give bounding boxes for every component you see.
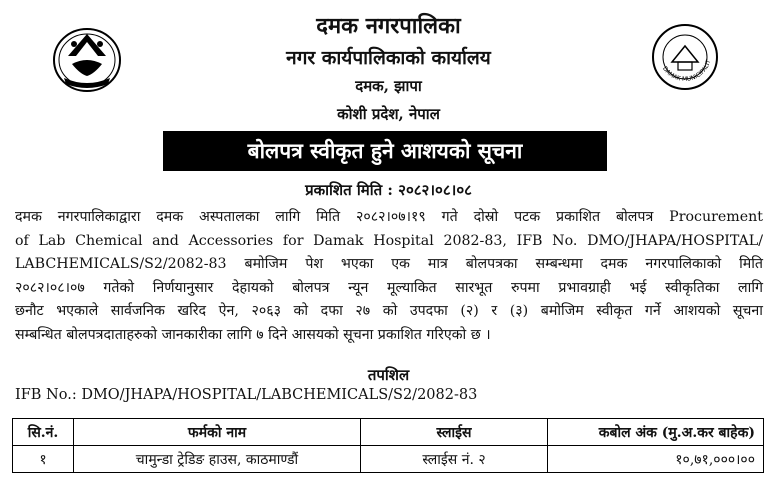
notice-body-line: छनौट भएकाले सार्वजनिक खरिद ऐन, २०६३ को दफा २७ को उपदफा (२) र (३) बमोजिम स्वीकृत गर्ने आशयको सूचना bbox=[15, 303, 763, 319]
office-province: कोशी प्रदेश, नेपाल bbox=[337, 105, 440, 123]
cell-slice: स्लाईस नं. २ bbox=[361, 446, 548, 473]
cell-firm: चामुन्डा ट्रेडिङ हाउस, काठमाण्डौं bbox=[74, 446, 361, 473]
office-location: दमक, झापा bbox=[355, 77, 422, 95]
notice-body-line: of Lab Chemical and Accessories for Damak Hospital 2082-83, IFB No. DMO/JHAPA/HOSPITAL/ bbox=[15, 232, 763, 249]
col-header-firm: फर्मको नाम bbox=[74, 419, 361, 446]
notice-body-line: सम्बन्धित बोलपत्रदाताहरुको जानकारीका लागि ७ दिने आसयको सूचना प्रकाशित गरिएको छ । bbox=[15, 326, 491, 343]
office-subtitle: नगर कार्यपालिकाको कार्यालय bbox=[286, 47, 491, 69]
publish-date: प्रकाशित मिति : २०८२।०८।०८ bbox=[305, 181, 472, 199]
notice-body-line: २०८२।०८।०७ गतेको निर्णयानुसार देहायको बोलपत्र न्यून मूल्याकित सारभूत रुपमा प्रभावग्राही भई स्वीकृतिका लागि bbox=[15, 279, 763, 296]
notice-title: बोलपत्र स्वीकृत हुने आशयको सूचना bbox=[247, 138, 523, 163]
office-name: दमक नगरपालिका bbox=[316, 13, 461, 39]
bid-table bbox=[12, 418, 764, 473]
cell-serial: १ bbox=[13, 446, 74, 473]
col-header-slice: स्लाईस bbox=[361, 419, 548, 446]
col-header-serial: सि.नं. bbox=[13, 419, 74, 446]
ifb-number: IFB No.: DMO/JHAPA/HOSPITAL/LABCHEMICALS/S2/2082-83 bbox=[15, 387, 478, 403]
svg-text:DAMAK MUNICIPALITY: DAMAK MUNICIPALIT bbox=[660, 59, 713, 83]
details-heading: तपशिल bbox=[367, 366, 410, 384]
notice-title-banner bbox=[163, 131, 607, 171]
notice-body bbox=[15, 206, 763, 347]
col-header-amount: कबोल अंक (मु.अ.कर बाहेक) bbox=[548, 419, 764, 446]
notice-body-line: दमक नगरपालिकाद्वारा दमक अस्पतालका लागि मिति २०८२।०७।१९ गते दोस्रो पटक प्रकाशित बोलपत्र Procurement bbox=[15, 209, 763, 225]
table-header-row bbox=[13, 419, 764, 446]
notice-body-line: LABCHEMICALS/S2/2082-83 बमोजिम पेश भएका एक मात्र बोलपत्रका सम्बन्धमा दमक नगरपालिकाको मिति bbox=[15, 256, 763, 272]
table-row bbox=[13, 446, 764, 473]
cell-amount: १०,७१,०००।०० bbox=[548, 446, 764, 473]
